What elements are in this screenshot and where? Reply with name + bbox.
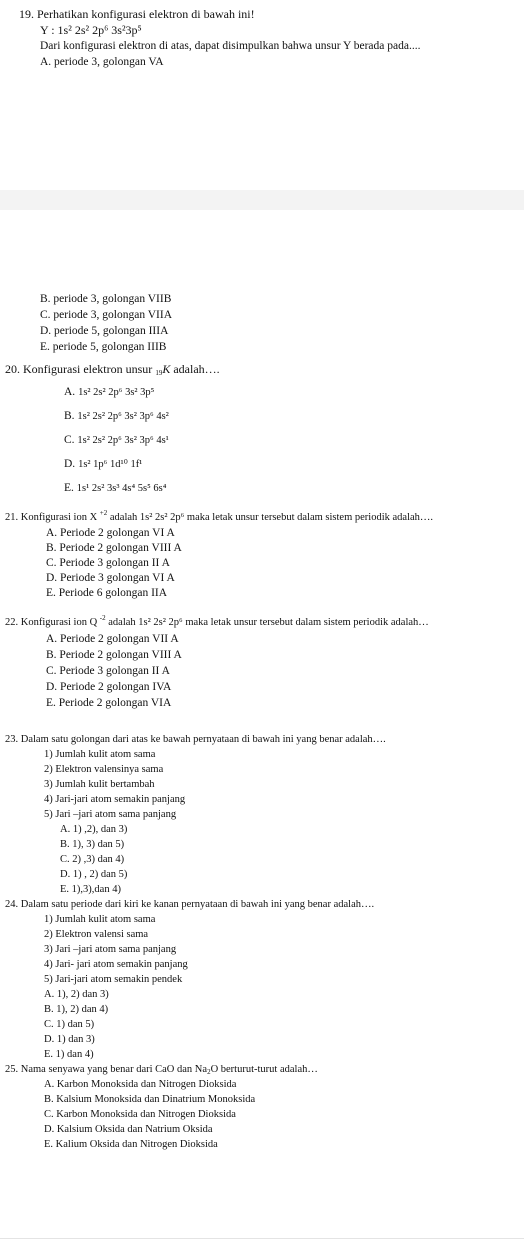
q19-option-a[interactable]: A. periode 3, golongan VA [40,56,164,68]
q23-statement: 4) Jari-jari atom semakin panjang [44,794,186,805]
q23-question: 23. Dalam satu golongan dari atas ke bawah pernyataan di bawah ini yang benar adalah…. [5,734,386,745]
q24-statement: 1) Jumlah kulit atom sama [44,914,156,925]
q21-question: 21. Konfigurasi ion X $^{+2}$ adalah 1s² 2s² 2p⁶ maka letak unsur tersebut dalam sistem periodik adalah…. [5,509,434,523]
q24-option-c[interactable]: C. 1) dan 5) [44,1019,95,1030]
q25-question: 25. Nama senyawa yang benar dari CaO dan $Na_2O$ berturut-turut adalah… [5,1064,318,1076]
q20-option-b[interactable]: B. 1s² 2s² 2p⁶ 3s² 3p⁶ 4s² [64,410,169,422]
q21-option-d[interactable]: D. Periode 3 golongan VI A [46,572,175,584]
q21-option-e[interactable]: E. Periode 6 golongan IIA [46,587,168,599]
q21-option-a[interactable]: A. Periode 2 golongan VI A [46,527,175,539]
q24-option-b[interactable]: B. 1), 2) dan 4) [44,1004,109,1015]
q23-statement: 5) Jari –jari atom sama panjang [44,809,177,820]
q23-option-e[interactable]: E. 1),3),dan 4) [60,884,121,895]
q25-option-b[interactable]: B. Kalsium Monoksida dan Dinatrium Monoksida [44,1094,256,1105]
q24-question: 24. Dalam satu periode dari kiri ke kanan pernyataan di bawah ini yang benar adalah…. [5,899,375,910]
q24-option-d[interactable]: D. 1) dan 3) [44,1034,95,1045]
q20-option-c[interactable]: C. 1s² 2s² 2p⁶ 3s² 3p⁶ 4s¹ [64,434,169,446]
q22-option-c[interactable]: C. Periode 3 golongan II A [46,665,170,677]
q19-config: Y : 1s² 2s² 2p⁶ 3s²3p⁵ [40,23,142,37]
q23-statement: 3) Jumlah kulit bertambah [44,779,155,790]
q25-option-a[interactable]: A. Karbon Monoksida dan Nitrogen Dioksida [44,1079,237,1090]
q19-option-b[interactable]: B. periode 3, golongan VIIB [40,293,172,305]
q21-option-b[interactable]: B. Periode 2 golongan VIII A [46,542,182,554]
q24-option-a[interactable]: A. 1), 2) dan 3) [44,989,109,1000]
page-break-band [0,190,524,210]
q25-option-d[interactable]: D. Kalsium Oksida dan Natrium Oksida [44,1124,213,1135]
q22-option-e[interactable]: E. Periode 2 golongan VIA [46,697,172,709]
q24-statement: 4) Jari- jari atom semakin panjang [44,959,188,970]
q24-statement: 2) Elektron valensi sama [44,929,149,940]
q19-option-e[interactable]: E. periode 5, golongan IIIB [40,341,167,353]
q22-option-a[interactable]: A. Periode 2 golongan VII A [46,633,179,645]
q24-statement: 5) Jari-jari atom semakin pendek [44,974,183,985]
q23-statement: 1) Jumlah kulit atom sama [44,749,156,760]
q21-option-c[interactable]: C. Periode 3 golongan II A [46,557,170,569]
q23-option-a[interactable]: A. 1) ,2), dan 3) [60,824,128,835]
q20-question: 20. Konfigurasi elektron unsur $_{19}$K adalah…. [5,362,220,377]
q25-option-e[interactable]: E. Kalium Oksida dan Nitrogen Dioksida [44,1139,218,1150]
q25-option-c[interactable]: C. Karbon Monoksida dan Nitrogen Dioksida [44,1109,236,1120]
bottom-divider [0,1238,524,1239]
q19-option-d[interactable]: D. periode 5, golongan IIIA [40,325,169,337]
q20-option-a[interactable]: A. 1s² 2s² 2p⁶ 3s² 3p⁵ [64,386,155,398]
q24-option-e[interactable]: E. 1) dan 4) [44,1049,94,1060]
q20-option-e[interactable]: E. 1s¹ 2s² 3s³ 4s⁴ 5s⁵ 6s⁴ [64,482,167,494]
q22-question: 22. Konfigurasi ion Q $^{-2}$ adalah 1s² 2s² 2p⁶ maka letak unsur tersebut dalam sistem periodik adalah… [5,614,429,628]
q22-option-d[interactable]: D. Periode 2 golongan IVA [46,681,172,693]
q23-option-c[interactable]: C. 2) ,3) dan 4) [60,854,125,865]
q19-question: 19. Perhatikan konfigurasi elektron di bawah ini! [19,7,255,21]
q19-stem: Dari konfigurasi elektron di atas, dapat disimpulkan bahwa unsur Y berada pada.... [40,40,421,52]
q23-option-d[interactable]: D. 1) , 2) dan 5) [60,869,128,880]
q20-option-d[interactable]: D. 1s² 1p⁶ 1d¹⁰ 1f¹ [64,458,143,470]
q23-option-b[interactable]: B. 1), 3) dan 5) [60,839,125,850]
q19-option-c[interactable]: C. periode 3, golongan VIIA [40,309,173,321]
q24-statement: 3) Jari –jari atom sama panjang [44,944,177,955]
q22-option-b[interactable]: B. Periode 2 golongan VIII A [46,649,182,661]
q23-statement: 2) Elektron valensinya sama [44,764,164,775]
